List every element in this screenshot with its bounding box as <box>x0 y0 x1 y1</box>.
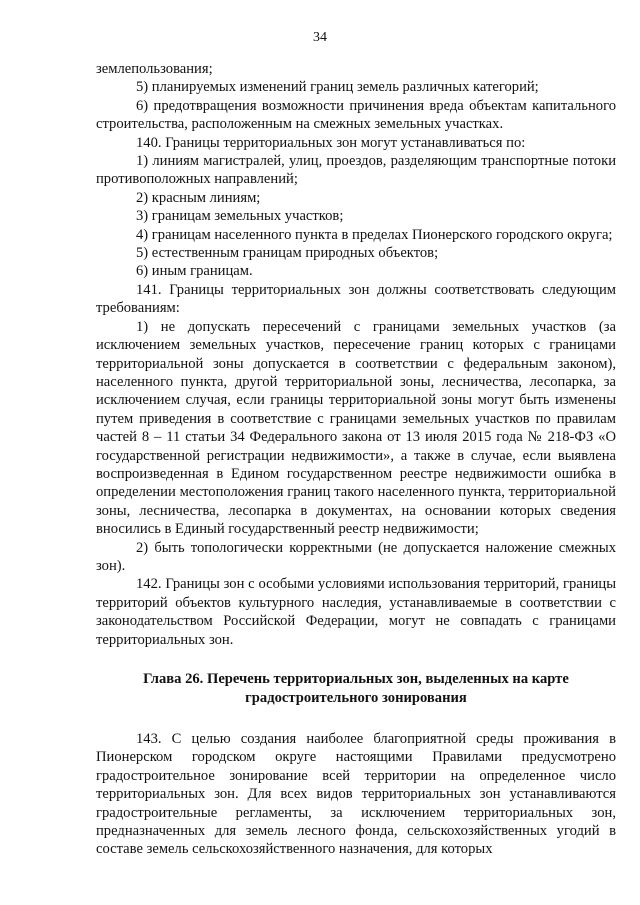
list-item-5-natural-borders: 5) естественным границам природных объектов; <box>136 245 439 262</box>
paragraph-141: 141. Границы территориальных зон должны соответствовать следующим требованиям: <box>96 281 616 317</box>
list-item-1-highways: 1) линиям магистралей, улиц, проездов, разделяющим транспортные потоки противоположных направлений; <box>96 153 616 188</box>
paragraph-140: 140. Границы территориальных зон могут устанавливаться по: <box>136 134 526 151</box>
page-number: 34 <box>313 30 327 45</box>
requirement-1-no-intersections: 1) не допускать пересечений с границами земельных участков (за исключением земельных участков, пересечение границ которых с границами территориальной зоны допускается в соответствии с федеральным законом), населенного пункта, другой территориальной зоны, лесничества, лесопарка, за исключением случая, если границы территориальной зоны могут быть изменены путем приведения в соответствие с границами земельных участков по правилам частей 8 – 11 статьи 34 Федерального закона от 13 июля 2015 года № 218-ФЗ «О государственной регистрации недвижимости», а также в случае, если выявлена воспроизведенная в Едином государственном реестре недвижимости ошибка в определении местоположения границ такого населенного пункта, территориальной зоны, лесничества, лесопарка в документах, на основании которых сведения вносились в Единый государственный реестр недвижимости; <box>96 318 616 538</box>
paragraph-land-use-end: землепользования; <box>96 61 213 77</box>
document-body <box>96 60 616 859</box>
list-item-4-settlement-borders: 4) границам населенного пункта в пределах Пионерского городского округа; <box>136 226 613 243</box>
list-item-6-other-borders: 6) иным границам. <box>136 263 253 280</box>
list-item-5-planned-changes: 5) планируемых изменений границ земель различных категорий; <box>136 79 539 96</box>
paragraph-142: 142. Границы зон с особыми условиями использования территорий, границы территорий объектов культурного наследия, устанавливаемые в соответствии с законодательством Российской Федерации, могут не совпадать с границами территориальных зон. <box>96 576 616 648</box>
requirement-2-topology: 2) быть топологически корректными (не допускается наложение смежных зон). <box>96 539 616 574</box>
list-item-2-red-lines: 2) красным линиям; <box>136 189 261 206</box>
list-item-6-damage-prevention: 6) предотвращения возможности причинения вреда объектам капитального строительства, расположенным на смежных земельных участках. <box>96 97 616 133</box>
list-item-3-land-plots: 3) границам земельных участков; <box>136 208 344 225</box>
paragraph-143: 143. С целью создания наиболее благоприятной среды проживания в Пионерском городском округе настоящими Правилами предусмотрено градостроительное зонирование всей территории на определенное число территориальных зон. Для всех видов территориальных зон устанавливаются градостроительные регламенты, за исключением территориальных зон, предназначенных для земель лесного фонда, сельскохозяйственных угодий в составе земель сельскохозяйственного назначения, для которых <box>96 731 616 858</box>
chapter-heading: Глава 26. Перечень территориальных зон, выделенных на карте градостроительного зонирования <box>143 671 569 706</box>
